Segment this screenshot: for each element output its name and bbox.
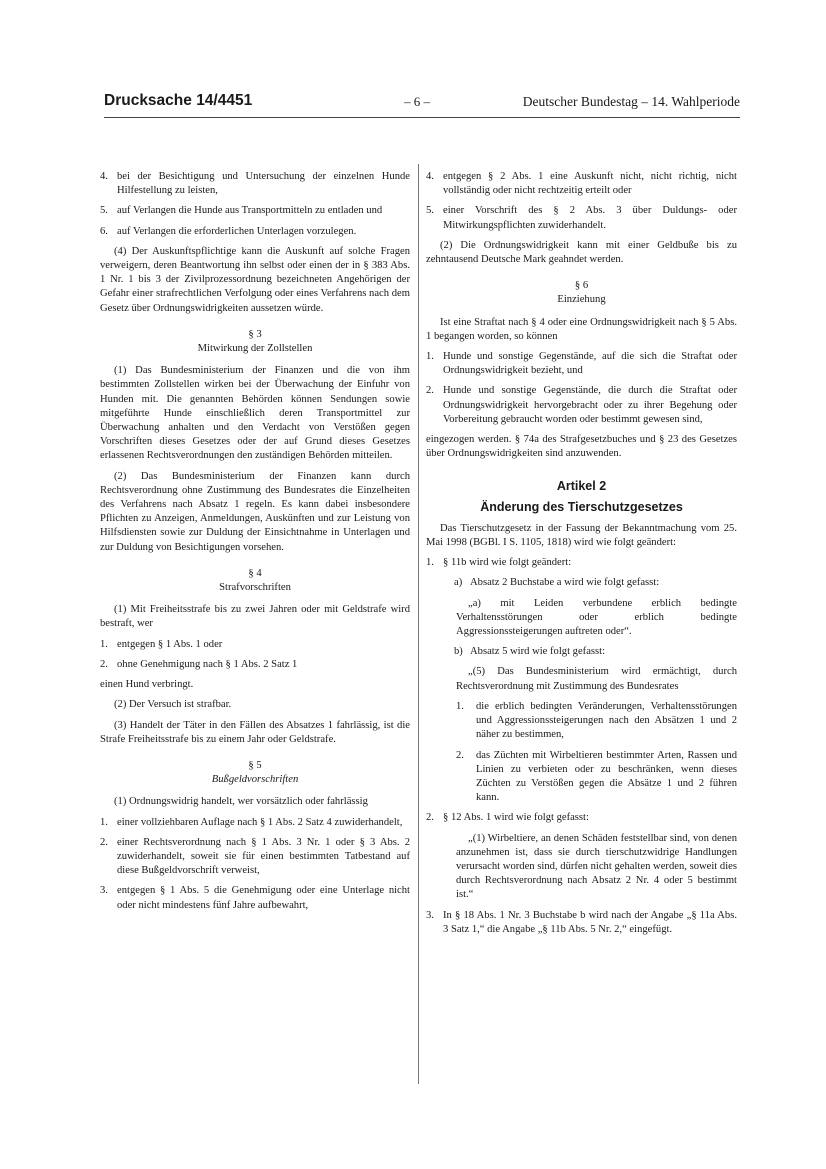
paragraph: (1) Das Bundesministerium der Finanzen und die von ihm bestimmten Zollstellen wirken bei der Überwachung der Einfuhr von Hunden mit. Die genannten Behörden können Sendungen sowie mitgeführte Hunde einschließlich deren Transportmittel zur Überwachung anhalten und den Verdacht von Verstößen gegen Vorschriften dieses Gesetzes oder der auf Grund dieses Gesetzes erlassenen Rechtsverordnungen den zuständigen Behörden mitteilen. bbox=[100, 365, 410, 462]
list-item: b) Absatz 5 wird wie folgt gefasst: bbox=[454, 646, 606, 658]
section-title: Mitwirkung der Zollstellen bbox=[197, 343, 313, 355]
section-number: § 5 bbox=[248, 759, 262, 771]
list-item: 1. die erblich bedingten Veränderungen, Verhaltensstörungen und Aggressionssteigerungen nach den Absätzen 1 und 2 näher zu bestimmen, bbox=[456, 700, 737, 741]
quoted-text: „a) mit Leiden verbundene erblich bedingte Verhaltensstörungen oder erblich bedingte Aggressionssteigerungen auftreten oder“. bbox=[456, 597, 737, 638]
paragraph: (2) Der Versuch ist strafbar. bbox=[114, 699, 232, 711]
page-number: – 6 – bbox=[404, 94, 430, 109]
paragraph: eingezogen werden. § 74a des Strafgesetzbuches und § 23 des Gesetzes über Ordnungswidrigkeiten sind anzuwenden. bbox=[426, 434, 737, 460]
quoted-text: „(5) Das Bundesministerium wird ermächtigt, durch Rechtsverordnung mit Zustimmung des Bundesrates bbox=[456, 666, 737, 692]
list-item: 1. entgegen § 1 Abs. 1 oder bbox=[100, 638, 223, 650]
list-item: 2. das Züchten mit Wirbeltieren bestimmter Arten, Rassen und Linien zu verbieten oder zu beschränken, wenn dieses Züchten zu Verstößen gegen die Absätze 1 und 2 führen kann. bbox=[456, 749, 737, 804]
list-item: a) Absatz 2 Buchstabe a wird wie folgt gefasst: bbox=[454, 577, 660, 589]
list-item: 1. § 11b wird wie folgt geändert: bbox=[426, 557, 572, 569]
list-item: 2. § 12 Abs. 1 wird wie folgt gefasst: bbox=[426, 812, 589, 824]
list-item: 6. auf Verlangen die erforderlichen Unterlagen vorzulegen. bbox=[100, 225, 357, 237]
paragraph: Ist eine Straftat nach § 4 oder eine Ordnungswidrigkeit nach § 5 Abs. 1 begangen worden, so können bbox=[426, 316, 737, 342]
section-number: § 3 bbox=[248, 328, 262, 340]
article-title: Änderung des Tierschutzgesetzes bbox=[480, 499, 683, 514]
left-column bbox=[100, 170, 410, 919]
list-item: 2. einer Rechtsverordnung nach § 1 Abs. 3 Nr. 1 oder § 3 Abs. 2 zuwiderhandelt, soweit sie für einen bestimmten Tatbestand auf diese Bußgeldvorschrift verweist, bbox=[100, 836, 410, 877]
list-item: 5. einer Vorschrift des § 2 Abs. 3 über Duldungs- oder Mitwirkungspflichten zuwiderhandelt. bbox=[426, 205, 737, 231]
paragraph: (3) Handelt der Täter in den Fällen des Absatzes 1 fahrlässig, ist die Strafe Freiheitsstrafe bis zu einem Jahr oder Geldstrafe. bbox=[100, 719, 410, 745]
paragraph: Das Tierschutzgesetz in der Fassung der Bekanntmachung vom 25. Mai 1998 (BGBl. I S. 1105, 1818) wird wie folgt geändert: bbox=[426, 522, 737, 549]
header-rule bbox=[104, 117, 740, 118]
list-item: 4. bei der Besichtigung und Untersuchung der einzelnen Hunde Hilfestellung zu leisten, bbox=[100, 171, 410, 197]
paragraph: (4) Der Auskunftspflichtige kann die Auskunft auf solche Fragen verweigern, deren Beantwortung ihn selbst oder einen der in § 383 Abs. 1 Nr. 1 bis 3 der Zivilprozessordnung bezeichneten Angehörigen der Gefahr einer strafrechtlichen Verfolgung oder eines Verfahrens nach dem Gesetz über Ordnungswidrigkeiten aussetzen würde. bbox=[100, 245, 410, 314]
list-item: 2. Hunde und sonstige Gegenstände, die durch die Straftat oder Ordnungswidrigkeit hervorgebracht oder zu ihrer Begehung oder Vorbereitung gebraucht worden oder bestimmt gewesen sind, bbox=[426, 385, 737, 425]
publisher-period: Deutscher Bundestag – 14. Wahlperiode bbox=[522, 94, 740, 109]
quoted-text: „(1) Wirbeltiere, an denen Schäden feststellbar sind, von denen anzunehmen ist, dass sie durch tierschutzwidrige Handlungen verursacht worden sind, dürfen nicht gehalten werden, soweit dies durch Rechtsverordnung nach Absatz 2 Nr. 4 oder 5 bestimmt ist.“ bbox=[456, 832, 737, 901]
paragraph: einen Hund verbringt. bbox=[100, 679, 194, 691]
list-item: 3. In § 18 Abs. 1 Nr. 3 Buchstabe b wird nach der Angabe „§ 11a Abs. 3 Satz 1,“ die Angabe „§ 11b Abs. 5 Nr. 2,“ eingefügt. bbox=[426, 909, 737, 935]
document-number: Drucksache 14/4451 bbox=[104, 92, 253, 109]
section-title: Einziehung bbox=[557, 294, 606, 306]
list-item: 1. einer vollziehbaren Auflage nach § 1 Abs. 2 Satz 4 zuwiderhandelt, bbox=[100, 816, 403, 828]
section-number: § 6 bbox=[574, 280, 589, 292]
column-divider bbox=[418, 164, 419, 1084]
section-title: Bußgeldvorschriften bbox=[211, 774, 299, 786]
section-number: § 4 bbox=[248, 567, 262, 579]
article-number: Artikel 2 bbox=[556, 479, 607, 494]
list-item: 1. Hunde und sonstige Gegenstände, auf die sich die Straftat oder Ordnungswidrigkeit bezieht, und bbox=[426, 351, 737, 377]
section-title: Strafvorschriften bbox=[219, 582, 291, 594]
list-item: 5. auf Verlangen die Hunde aus Transportmitteln zu entladen und bbox=[100, 205, 383, 217]
paragraph: (2) Die Ordnungswidrigkeit kann mit einer Geldbuße bis zu zehntausend Deutsche Mark geahndet werden. bbox=[426, 239, 737, 266]
right-column bbox=[426, 170, 737, 943]
paragraph: (1) Ordnungswidrig handelt, wer vorsätzlich oder fahrlässig bbox=[114, 796, 368, 808]
list-item: 2. ohne Genehmigung nach § 1 Abs. 2 Satz 1 bbox=[100, 658, 298, 670]
page-header bbox=[104, 92, 740, 118]
list-item: 3. entgegen § 1 Abs. 5 die Genehmigung oder eine Unterlage nicht oder nicht mindestens fünf Jahre aufbewahrt, bbox=[100, 885, 410, 911]
paragraph: (2) Das Bundesministerium der Finanzen kann durch Rechtsverordnung ohne Zustimmung des Bundesrates die Einzelheiten des Verfahrens nach Absatz 1 regeln. Es kann dabei insbesondere Pflichten zu Anzeigen, Anmeldungen, Auskünften und zur Leistung von Hilfsdiensten sowie zur Duldung der Einsichtnahme in Unterlagen und zur Duldung von Besichtigungen vorsehen. bbox=[100, 470, 410, 553]
paragraph: (1) Mit Freiheitsstrafe bis zu zwei Jahren oder mit Geldstrafe wird bestraft, wer bbox=[100, 604, 410, 630]
list-item: 4. entgegen § 2 Abs. 1 eine Auskunft nicht, nicht richtig, nicht vollständig oder nicht rechtzeitig erteilt oder bbox=[426, 171, 737, 197]
